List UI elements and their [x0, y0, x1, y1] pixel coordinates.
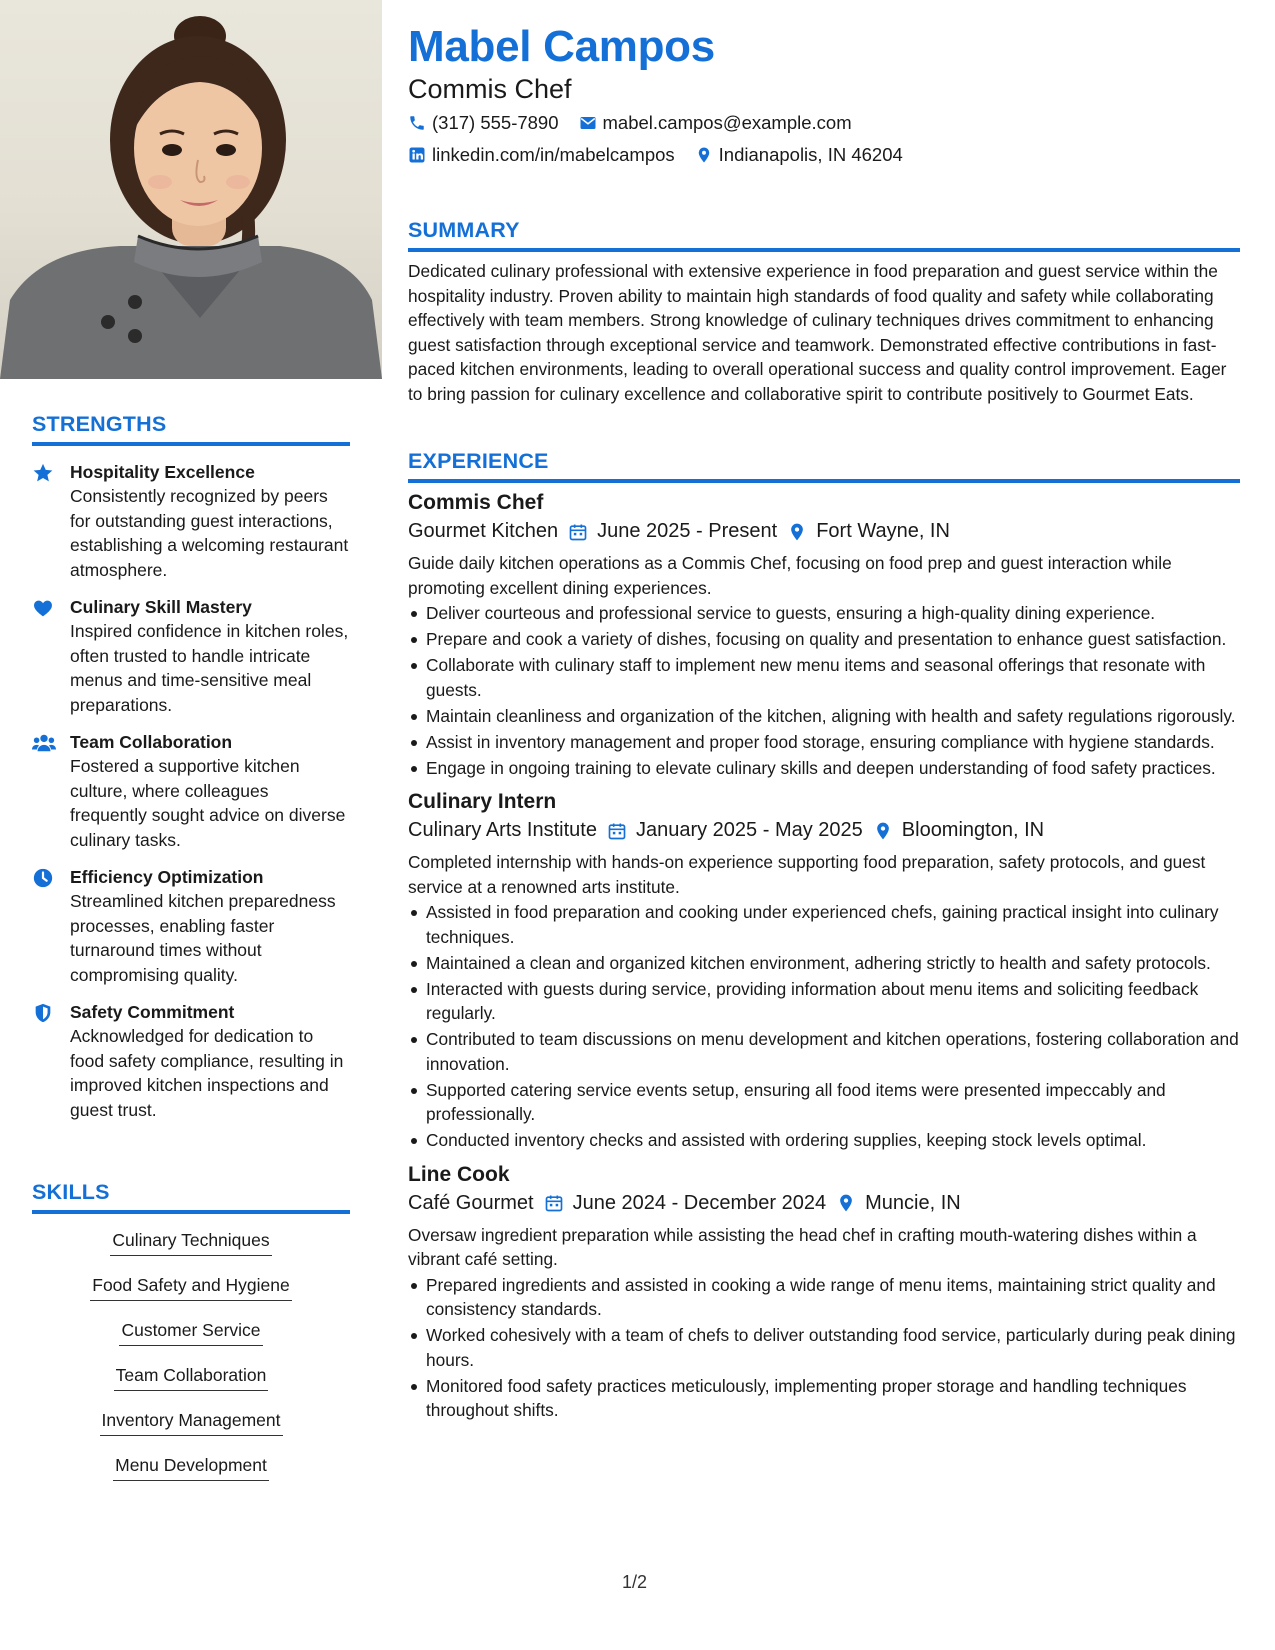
- job-role: Commis Chef: [408, 491, 544, 514]
- job-bullets: [408, 900, 1240, 1153]
- skill-tag: Culinary Techniques: [110, 1225, 271, 1256]
- map-pin-icon: [787, 522, 807, 542]
- job-description: Guide daily kitchen operations as a Commis Chef, focusing on food prep and guest interaction while promoting excellent dining experiences.: [408, 553, 1172, 598]
- job-location-group: [836, 1192, 961, 1215]
- phone-icon: [408, 114, 426, 132]
- skill-tag: Inventory Management: [100, 1405, 283, 1436]
- strength-item: [32, 730, 350, 852]
- strength-item: [32, 460, 350, 582]
- job-role: Culinary Intern: [408, 790, 557, 813]
- skill-tag: Menu Development: [113, 1450, 269, 1481]
- job-company: Gourmet Kitchen: [408, 520, 559, 542]
- bullet-item: Assist in inventory management and proper food storage, ensuring compliance with hygiene standards.: [408, 730, 1240, 755]
- strengths-heading: STRENGTHS: [32, 412, 167, 436]
- skills-heading: SKILLS: [32, 1180, 110, 1204]
- strength-title: Efficiency Optimization: [70, 867, 264, 887]
- strength-text: Acknowledged for dedication to food safety compliance, resulting in improved kitchen inspections and guest trust.: [70, 1026, 344, 1120]
- strength-title: Team Collaboration: [70, 732, 233, 752]
- job-location-group: [787, 520, 950, 543]
- page-number: 1/2: [622, 1572, 648, 1592]
- strength-title: Culinary Skill Mastery: [70, 597, 252, 617]
- bullet-item: Maintain cleanliness and organization of the kitchen, aligning with health and safety regulations rigorously.: [408, 704, 1240, 729]
- strength-item: [32, 595, 350, 717]
- job-location: Fort Wayne, IN: [816, 520, 950, 542]
- strength-item: [32, 865, 350, 987]
- job-role: Line Cook: [408, 1162, 510, 1186]
- job-description: Oversaw ingredient preparation while assisting the head chef in crafting mouth-watering dishes within a vibrant café setting.: [408, 1224, 1197, 1269]
- job-company: Café Gourmet: [408, 1191, 534, 1214]
- candidate-title: Commis Chef: [408, 74, 572, 104]
- job-meta: [408, 819, 1240, 842]
- bullet-item: Prepare and cook a variety of dishes, focusing on quality and presentation to enhance guest satisfaction.: [408, 627, 1240, 652]
- linkedin-text: linkedin.com/in/mabelcampos: [432, 144, 675, 165]
- summary-heading: SUMMARY: [408, 218, 520, 242]
- calendar-icon: [607, 821, 627, 841]
- job-location-group: [873, 819, 1044, 842]
- job-dates-group: [607, 819, 863, 842]
- map-pin-icon: [873, 821, 893, 841]
- location-contact: [695, 144, 903, 166]
- chef-portrait: [0, 0, 382, 379]
- job-entry: [408, 491, 1240, 780]
- strength-text: Inspired confidence in kitchen roles, often trusted to handle intricate menus and time-sensitive meal preparations.: [70, 621, 349, 715]
- job-dates-group: [544, 1192, 827, 1215]
- job-meta: [408, 520, 1240, 543]
- job-description: Completed internship with hands-on experience supporting food preparation, safety protocols, and guest service at a renowned arts institute.: [408, 852, 1206, 897]
- strengths-rule: [32, 442, 350, 446]
- shield-icon: [32, 1000, 56, 1122]
- job-location: Bloomington, IN: [901, 819, 1045, 841]
- job-company: Culinary Arts Institute: [408, 819, 597, 841]
- email-text: mabel.campos@example.com: [602, 112, 852, 133]
- job-bullets: [408, 1273, 1240, 1423]
- summary-text: Dedicated culinary professional with extensive experience in food preparation and guest service within the hospitality industry. Proven ability to maintain high standards of food quality and safety while collaborating effectively with team members. Strong knowledge of culinary techniques drives commitment to enhancing guest satisfaction through exceptional service and teamwork. Demonstrated effective contributions in fast-paced kitchen environments, leading to overall operational success and quality control improvement. Eager to bring passion for culinary excellence and collaborative spirit to contribute positively to Gourmet Eats.: [408, 261, 1227, 404]
- skills-list: [32, 1225, 350, 1495]
- skill-tag: Customer Service: [119, 1315, 262, 1346]
- job-dates: June 2025 - Present: [597, 520, 778, 542]
- bullet-item: Interacted with guests during service, providing information about menu items and soliciting feedback regularly.: [408, 977, 1240, 1026]
- map-pin-icon: [695, 146, 713, 164]
- phone-text: (317) 555-7890: [432, 112, 559, 133]
- job-dates: January 2025 - May 2025: [635, 819, 863, 841]
- summary-rule: [408, 248, 1240, 252]
- strengths-section: [32, 412, 350, 1122]
- bullet-item: Engage in ongoing training to elevate culinary skills and deepen understanding of food safety practices.: [408, 756, 1240, 781]
- star-icon: [32, 460, 56, 582]
- left-column: [0, 0, 382, 1650]
- mail-icon: [579, 114, 597, 132]
- experience-section: [408, 449, 1240, 1424]
- bullet-item: Collaborate with culinary staff to implement new menu items and seasonal offerings that resonate with guests.: [408, 653, 1240, 702]
- calendar-icon: [568, 522, 588, 542]
- strength-title: Safety Commitment: [70, 1002, 235, 1022]
- linkedin-contact[interactable]: [408, 144, 675, 166]
- job-bullets: [408, 601, 1240, 780]
- experience-rule: [408, 479, 1240, 483]
- strength-text: Streamlined kitchen preparedness processes, enabling faster turnaround times without compromising quality.: [70, 891, 336, 985]
- strength-text: Fostered a supportive kitchen culture, where colleagues frequently sought advice on diverse culinary tasks.: [70, 756, 346, 850]
- skill-tag: Food Safety and Hygiene: [90, 1270, 292, 1301]
- strength-title: Hospitality Excellence: [70, 462, 255, 482]
- bullet-item: Maintained a clean and organized kitchen environment, adhering strictly to health and safety protocols.: [408, 951, 1240, 976]
- skills-section: [32, 1180, 350, 1495]
- map-pin-icon: [836, 1193, 856, 1213]
- linkedin-icon: [408, 146, 426, 164]
- email-contact[interactable]: [579, 112, 852, 134]
- skills-rule: [32, 1210, 350, 1214]
- candidate-name: Mabel Campos: [408, 22, 715, 71]
- bullet-item: Prepared ingredients and assisted in cooking a wide range of menu items, maintaining strict quality and consistency standards.: [408, 1273, 1240, 1322]
- calendar-icon: [544, 1193, 564, 1213]
- skill-tag: Team Collaboration: [114, 1360, 269, 1391]
- bullet-item: Worked cohesively with a team of chefs to deliver outstanding food service, particularly during peak dining hours.: [408, 1323, 1240, 1372]
- bullet-item: Assisted in food preparation and cooking under experienced chefs, gaining practical insight into culinary techniques.: [408, 900, 1240, 949]
- job-dates: June 2024 - December 2024: [572, 1191, 827, 1214]
- bullet-item: Monitored food safety practices meticulously, implementing proper storage and handling techniques throughout shifts.: [408, 1374, 1240, 1423]
- job-meta: [408, 1192, 1240, 1215]
- contact-row-1: [408, 112, 852, 134]
- bullet-item: Deliver courteous and professional service to guests, ensuring a high-quality dining experience.: [408, 601, 1240, 626]
- job-dates-group: [568, 520, 777, 543]
- users-icon: [32, 730, 56, 852]
- job-entry: [408, 1163, 1240, 1423]
- clock-icon: [32, 865, 56, 987]
- heart-icon: [32, 595, 56, 717]
- contact-row-2: [408, 144, 903, 166]
- experience-heading: EXPERIENCE: [408, 449, 549, 473]
- bullet-item: Conducted inventory checks and assisted with ordering supplies, keeping stock levels optimal.: [408, 1128, 1240, 1153]
- bullet-item: Contributed to team discussions on menu development and kitchen operations, fostering collaboration and innovation.: [408, 1027, 1240, 1076]
- strength-item: [32, 1000, 350, 1122]
- profile-photo: [0, 0, 382, 379]
- phone-contact[interactable]: [408, 112, 559, 134]
- strength-text: Consistently recognized by peers for outstanding guest interactions, establishing a welcoming restaurant atmosphere.: [70, 486, 349, 580]
- job-location: Muncie, IN: [865, 1191, 961, 1214]
- summary-section: [408, 218, 1240, 406]
- location-text: Indianapolis, IN 46204: [718, 144, 903, 165]
- bullet-item: Supported catering service events setup, ensuring all food items were presented impeccably and professionally.: [408, 1078, 1240, 1127]
- job-entry: [408, 790, 1240, 1153]
